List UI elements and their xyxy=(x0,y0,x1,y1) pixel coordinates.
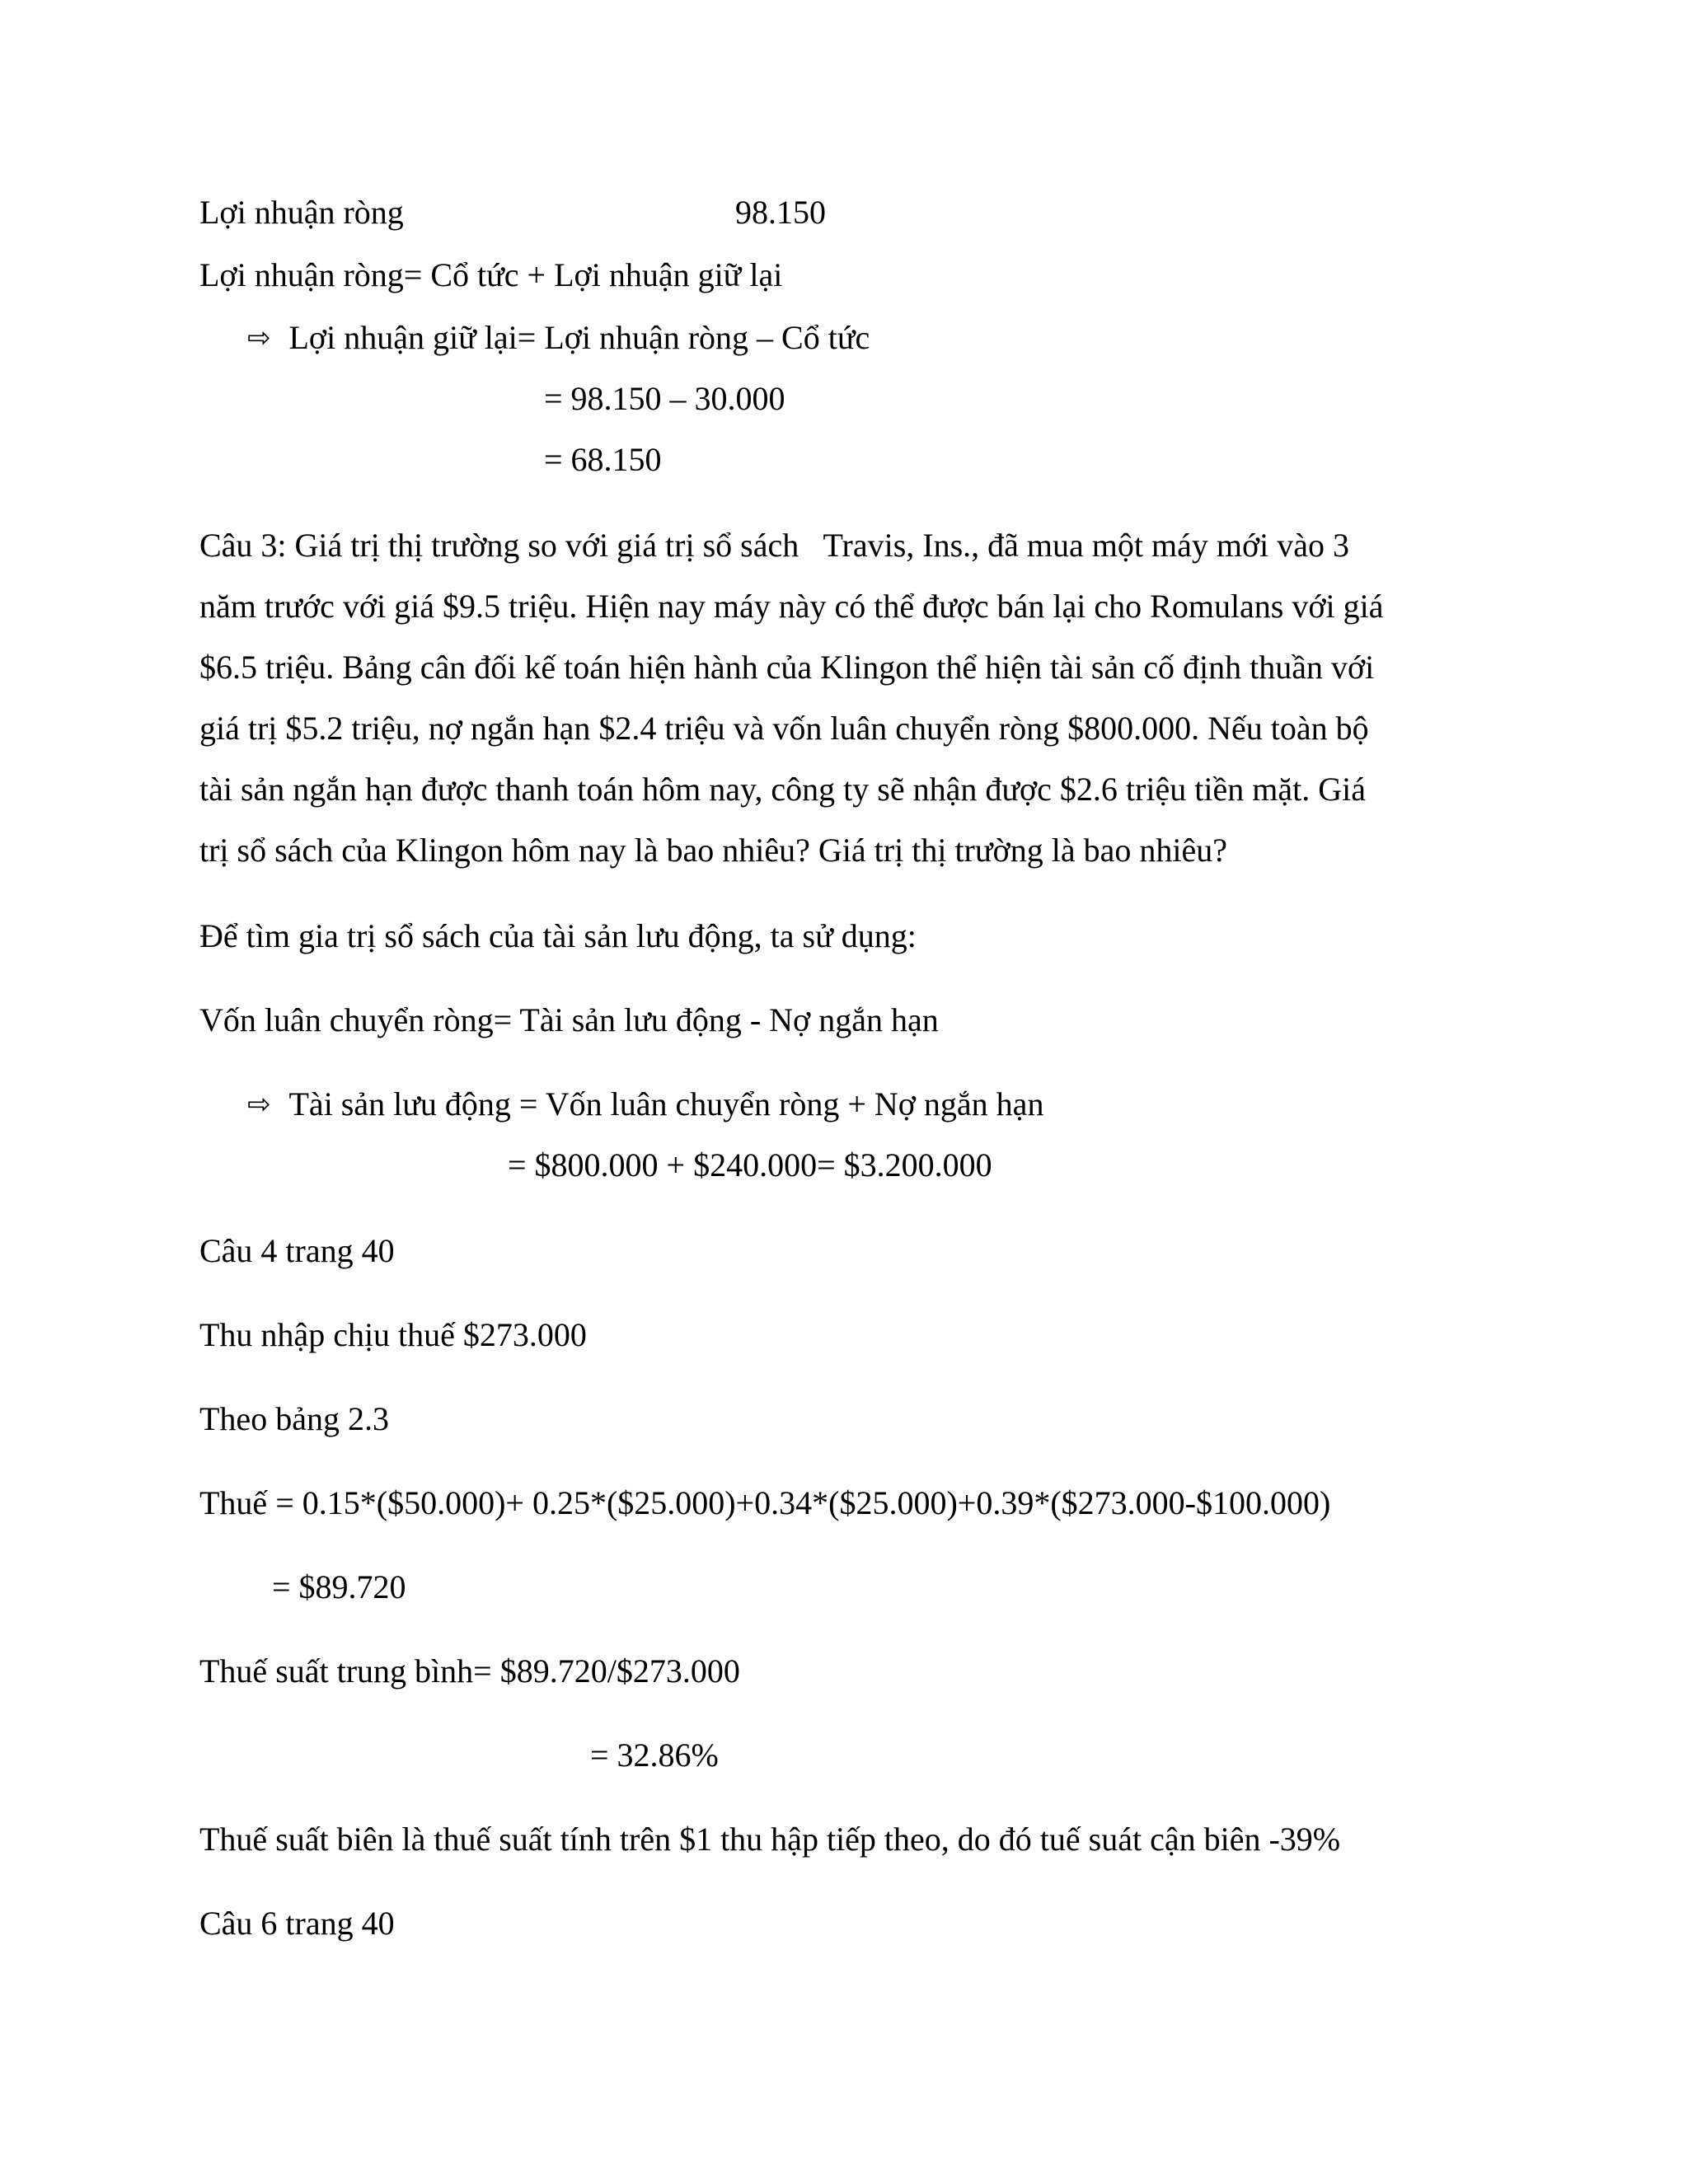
q3-line-1: Câu 3: Giá trị thị trường so với giá trị sổ sách Travis, Ins., đã mua một máy mới vào 3 xyxy=(199,527,1350,564)
marginal-rate-text: Thuế suất biên là thuế suất tính trên $1 thu hập tiếp theo, do đó tuế suát cận biên -39% xyxy=(199,1821,1341,1858)
q6-title: Câu 6 trang 40 xyxy=(199,1905,395,1942)
retained-earnings-formula: Lợi nhuận giữ lại= Lợi nhuận ròng – Cổ tức xyxy=(288,319,870,356)
current-assets-formula: Tài sản lưu động = Vốn luân chuyển ròng + Nợ ngắn hạn xyxy=(288,1085,1044,1122)
net-income-label: Lợi nhuận ròng xyxy=(199,194,404,231)
net-income-formula: Lợi nhuận ròng= Cổ tức + Lợi nhuận giữ lại xyxy=(199,256,783,293)
average-rate-formula: Thuế suất trung bình= $89.720/$273.000 xyxy=(199,1652,740,1690)
arrow-right-icon: ⇨ xyxy=(247,1088,271,1121)
average-rate-result: = 32.86% xyxy=(590,1736,719,1774)
nwc-formula: Vốn luân chuyển ròng= Tài sản lưu động - Nợ ngắn hạn xyxy=(199,1001,939,1038)
book-value-intro: Để tìm gia trị sổ sách của tài sản lưu động, ta sử dụng: xyxy=(199,917,917,954)
q3-line-2: năm trước với giá $9.5 triệu. Hiện nay máy này có thể được bán lại cho Romulans với giá xyxy=(199,588,1384,625)
q3-line-4: giá trị $5.2 triệu, nợ ngắn hạn $2.4 triệu và vốn luân chuyển ròng $800.000. Nếu toàn bộ xyxy=(199,710,1369,747)
q3-line-5: tài sản ngắn hạn được thanh toán hôm nay, công ty sẽ nhận được $2.6 triệu tiền mặt. Giá xyxy=(199,771,1366,808)
retained-earnings-calc-1: = 98.150 – 30.000 xyxy=(544,380,785,417)
retained-earnings-calc-2: = 68.150 xyxy=(544,441,662,478)
tax-formula: Thuế = 0.15*($50.000)+ 0.25*($25.000)+0.34*($25.000)+0.39*($273.000-$100.000) xyxy=(199,1484,1331,1521)
q3-line-6: trị sổ sách của Klingon hôm nay là bao nhiêu? Giá trị thị trường là bao nhiêu? xyxy=(199,832,1227,869)
taxable-income: Thu nhập chịu thuế $273.000 xyxy=(199,1316,587,1353)
tax-result: = $89.720 xyxy=(272,1568,406,1605)
q3-line-3: $6.5 triệu. Bảng cân đối kế toán hiện hành của Klingon thể hiện tài sản cố định thuần với xyxy=(199,649,1375,686)
net-income-value: 98.150 xyxy=(735,194,826,231)
table-reference: Theo bảng 2.3 xyxy=(199,1400,389,1437)
arrow-right-icon: ⇨ xyxy=(247,321,271,354)
retained-earnings-formula-line xyxy=(247,321,870,354)
current-assets-formula-line xyxy=(247,1085,1044,1122)
q4-title: Câu 4 trang 40 xyxy=(199,1232,395,1269)
current-assets-calc: = $800.000 + $240.000= $3.200.000 xyxy=(508,1146,992,1183)
